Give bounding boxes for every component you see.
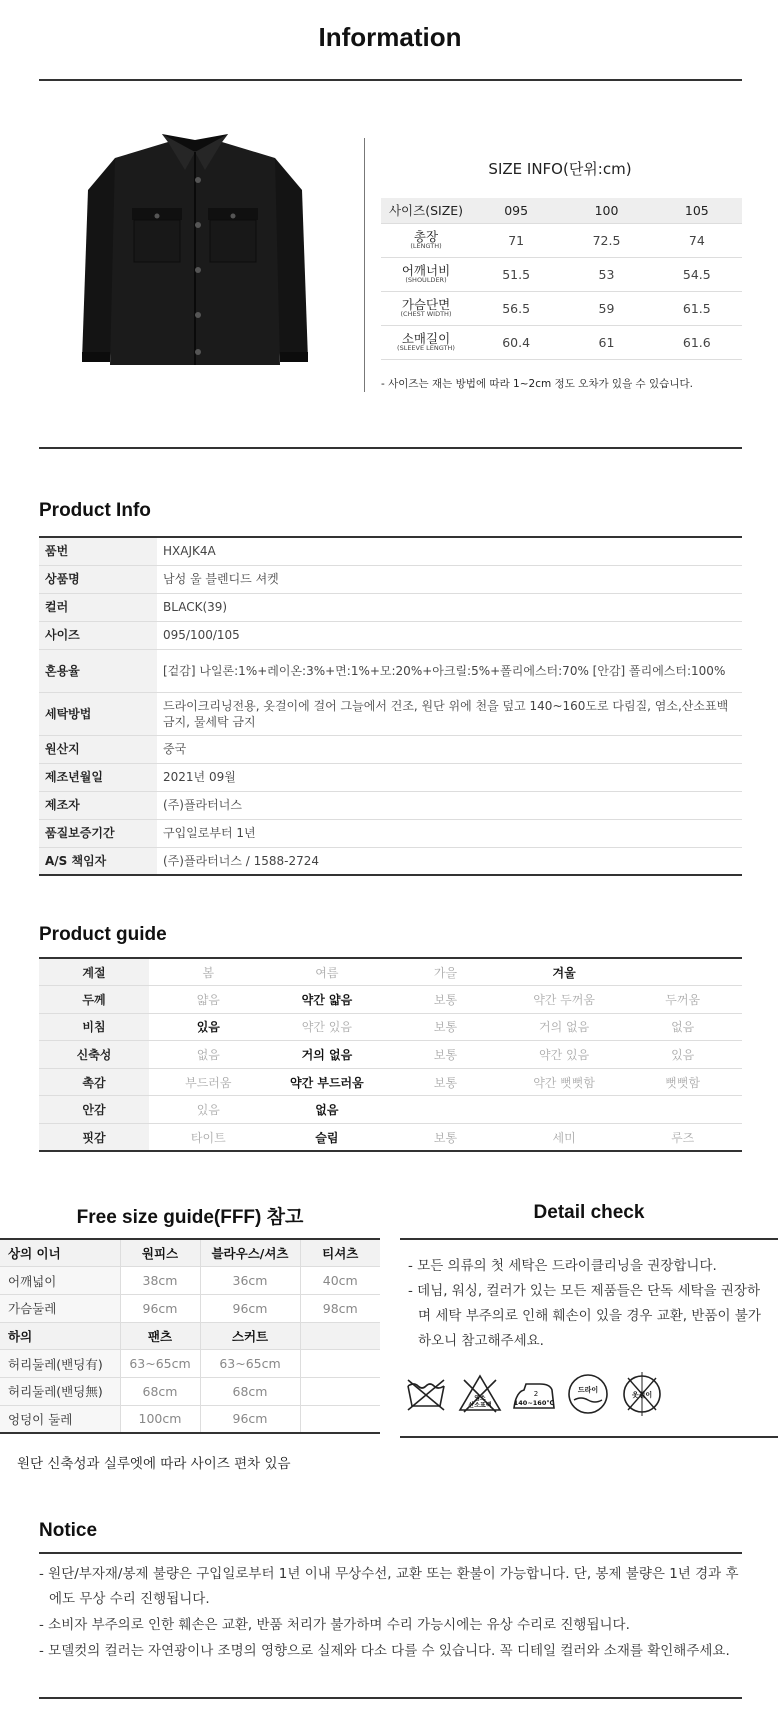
guide-option: 약간 뻣뻣함 xyxy=(505,1068,624,1096)
free-cell: 98cm xyxy=(300,1294,380,1322)
size-info-title: SIZE INFO(단위:cm) xyxy=(488,160,632,178)
info-key: 품번 xyxy=(39,537,157,565)
info-key: 사이즈 xyxy=(39,621,157,649)
guide-option: 보통 xyxy=(386,986,505,1014)
measure-label: 소매길이 xyxy=(401,331,451,347)
guide-option: 두꺼움 xyxy=(623,986,742,1014)
free-cell: 40cm xyxy=(300,1267,380,1295)
table-row xyxy=(39,819,742,847)
free-header: 스커트 xyxy=(200,1322,300,1350)
info-value: 남성 울 블렌디드 셔켓 xyxy=(157,565,742,593)
size-header-label: 사이즈(SIZE) xyxy=(381,198,471,223)
free-size-table xyxy=(0,1238,380,1434)
size-cell: 51.5 xyxy=(471,257,561,291)
free-key: 허리둘레(밴딩有) xyxy=(0,1350,120,1378)
info-value: 2021년 09월 xyxy=(157,763,742,791)
free-header: 블라우스/셔츠 xyxy=(200,1239,300,1267)
free-cell: 96cm xyxy=(120,1294,200,1322)
list-item: - 모든 의류의 첫 세탁은 드라이클리닝을 권장합니다. xyxy=(408,1258,717,1274)
table-row xyxy=(0,1405,380,1433)
guide-option: 보통 xyxy=(386,1124,505,1152)
page-title: Information xyxy=(318,22,462,52)
table-row xyxy=(381,257,742,291)
divider xyxy=(39,79,742,81)
info-key: 원산지 xyxy=(39,735,157,763)
guide-option xyxy=(623,958,742,986)
free-cell xyxy=(300,1405,380,1433)
guide-option: 타이트 xyxy=(149,1124,268,1152)
info-value: BLACK(39) xyxy=(157,593,742,621)
guide-option: 약간 있음 xyxy=(505,1041,624,1069)
measure-label: 총장 xyxy=(413,229,439,245)
guide-option: 없음 xyxy=(623,1013,742,1041)
guide-key: 두께 xyxy=(39,986,149,1014)
info-value: 구입일로부터 1년 xyxy=(157,819,742,847)
guide-option: 거의 없음 xyxy=(268,1041,387,1069)
guide-option: 여름 xyxy=(268,958,387,986)
size-cell: 56.5 xyxy=(471,291,561,325)
measure-label-en: (SLEEVE LENGTH) xyxy=(397,344,455,353)
info-value: HXAJK4A xyxy=(157,537,742,565)
table-row xyxy=(39,649,742,692)
list-item: - 데님, 워싱, 컬러가 있는 모든 제품들은 단독 세탁을 권장하며 세탁 부주의로 인해 훼손이 있을 경우 교환, 반품이 불가하오니 참고해주세요. xyxy=(408,1283,761,1349)
no-wash-icon xyxy=(402,1370,450,1418)
info-key: 컬러 xyxy=(39,593,157,621)
guide-option: 부드러움 xyxy=(149,1068,268,1096)
table-row xyxy=(39,621,742,649)
product-info-table xyxy=(39,536,742,876)
info-value: [겉감] 나일론:1%+레이온:3%+면:1%+모:20%+아크릴:5%+폴리에스터:70% [안감] 폴리에스터:100% xyxy=(157,649,742,692)
size-header-cell: 105 xyxy=(652,198,742,223)
detail-check-title: Detail check xyxy=(533,1202,645,1223)
table-row xyxy=(0,1239,380,1267)
table-row xyxy=(39,986,742,1014)
product-guide-table xyxy=(39,957,742,1152)
table-row xyxy=(39,537,742,565)
table-row xyxy=(39,1013,742,1041)
svg-text:드라이: 드라이 xyxy=(577,1386,599,1394)
measure-label: 어깨너비 xyxy=(401,263,451,279)
free-cell: 96cm xyxy=(200,1294,300,1322)
guide-key: 계절 xyxy=(39,958,149,986)
free-cell: 63~65cm xyxy=(200,1350,300,1378)
info-value: 중국 xyxy=(157,735,742,763)
list-item: - 원단/부자재/봉제 불량은 구입일로부터 1년 이내 무상수선, 교환 또는 환불이 가능합니다. 단, 봉제 불량은 1년 경과 후에도 무상 수리 진행됩니다. xyxy=(39,1566,739,1607)
divider xyxy=(39,1552,742,1554)
free-header xyxy=(300,1322,380,1350)
table-row xyxy=(39,791,742,819)
info-key: 상품명 xyxy=(39,565,157,593)
guide-option: 보통 xyxy=(386,1013,505,1041)
free-header: 팬츠 xyxy=(120,1322,200,1350)
info-key: 제조자 xyxy=(39,791,157,819)
info-value: 095/100/105 xyxy=(157,621,742,649)
table-row xyxy=(39,1124,742,1152)
size-header-cell: 100 xyxy=(561,198,651,223)
guide-option: 뻣뻣함 xyxy=(623,1068,742,1096)
guide-option xyxy=(505,1096,624,1124)
free-size-note: 원단 신축성과 실루엣에 따라 사이즈 편차 있음 xyxy=(17,1456,291,1472)
guide-option: 약간 부드러움 xyxy=(268,1068,387,1096)
svg-text:산소표백: 산소표백 xyxy=(468,1402,492,1409)
table-row xyxy=(0,1350,380,1378)
guide-key: 안감 xyxy=(39,1096,149,1124)
guide-option: 거의 없음 xyxy=(505,1013,624,1041)
table-row xyxy=(381,325,742,359)
free-size-title: Free size guide(FFF) 참고 xyxy=(76,1207,304,1228)
guide-option: 가을 xyxy=(386,958,505,986)
free-cell: 100cm xyxy=(120,1405,200,1433)
svg-text:옷걸이: 옷걸이 xyxy=(631,1391,653,1399)
info-value: (주)플라터너스 xyxy=(157,791,742,819)
table-row xyxy=(381,223,742,257)
notice-list xyxy=(39,1562,742,1665)
table-row xyxy=(39,1068,742,1096)
guide-option: 보통 xyxy=(386,1068,505,1096)
size-cell: 61.6 xyxy=(652,325,742,359)
free-header: 원피스 xyxy=(120,1239,200,1267)
table-row xyxy=(39,565,742,593)
free-cell: 36cm xyxy=(200,1267,300,1295)
guide-option xyxy=(623,1096,742,1124)
table-row xyxy=(39,692,742,735)
guide-key: 촉감 xyxy=(39,1068,149,1096)
table-row xyxy=(0,1322,380,1350)
table-row xyxy=(0,1377,380,1405)
guide-option: 얇음 xyxy=(149,986,268,1014)
free-header: 하의 xyxy=(0,1322,120,1350)
size-cell: 60.4 xyxy=(471,325,561,359)
size-note: - 사이즈는 재는 방법에 따라 1~2cm 정도 오차가 있을 수 있습니다. xyxy=(381,378,693,390)
size-table xyxy=(381,198,742,360)
free-key: 허리둘레(밴딩無) xyxy=(0,1377,120,1405)
free-cell: 38cm xyxy=(120,1267,200,1295)
measure-label-en: (CHEST WIDTH) xyxy=(400,310,452,319)
info-value: 드라이크리닝전용, 옷걸이에 걸어 그늘에서 건조, 원단 위에 천을 덮고 140~160도로 다림질, 염소,산소표백 금지, 물세탁 금지 xyxy=(157,692,742,735)
size-cell: 72.5 xyxy=(561,223,651,257)
detail-list xyxy=(408,1254,770,1354)
notice-title: Notice xyxy=(39,1520,98,1541)
size-cell: 61.5 xyxy=(652,291,742,325)
iron-icon xyxy=(510,1370,558,1418)
guide-option: 약간 있음 xyxy=(268,1013,387,1041)
free-cell xyxy=(300,1350,380,1378)
size-cell: 61 xyxy=(561,325,651,359)
free-header: 티셔츠 xyxy=(300,1239,380,1267)
free-key: 가슴둘레 xyxy=(0,1294,120,1322)
free-cell: 68cm xyxy=(120,1377,200,1405)
info-key: 혼용율 xyxy=(39,649,157,692)
divider xyxy=(39,447,742,449)
free-cell: 63~65cm xyxy=(120,1350,200,1378)
table-row xyxy=(0,1267,380,1295)
svg-text:140~160℃: 140~160℃ xyxy=(513,1399,555,1407)
free-header: 상의 이너 xyxy=(0,1239,120,1267)
detail-check-box xyxy=(400,1238,778,1438)
guide-option: 봄 xyxy=(149,958,268,986)
guide-option: 있음 xyxy=(149,1013,268,1041)
table-row xyxy=(39,763,742,791)
table-row xyxy=(39,1096,742,1124)
free-key: 어깨넓이 xyxy=(0,1267,120,1295)
size-cell: 53 xyxy=(561,257,651,291)
guide-option: 약간 얇음 xyxy=(268,986,387,1014)
info-value: (주)플라터너스 / 1588-2724 xyxy=(157,847,742,875)
size-cell: 71 xyxy=(471,223,561,257)
size-cell: 74 xyxy=(652,223,742,257)
product-guide-title: Product guide xyxy=(39,924,167,945)
free-key: 엉덩이 둘레 xyxy=(0,1405,120,1433)
guide-option: 보통 xyxy=(386,1041,505,1069)
guide-option: 약간 두꺼움 xyxy=(505,986,624,1014)
guide-option: 루즈 xyxy=(623,1124,742,1152)
svg-text:염소: 염소 xyxy=(474,1395,486,1402)
list-item: - 소비자 부주의로 인한 훼손은 교환, 반품 처리가 불가하며 수리 가능시에는 유상 수리로 진행됩니다. xyxy=(39,1617,630,1633)
guide-option: 없음 xyxy=(268,1096,387,1124)
guide-option: 없음 xyxy=(149,1041,268,1069)
info-key: 세탁방법 xyxy=(39,692,157,735)
free-cell xyxy=(300,1377,380,1405)
measure-label-en: (SHOULDER) xyxy=(405,276,447,285)
table-row xyxy=(39,1041,742,1069)
table-row xyxy=(381,198,742,223)
table-row xyxy=(39,958,742,986)
size-header-cell: 095 xyxy=(471,198,561,223)
no-bleach-icon xyxy=(456,1370,504,1418)
measure-label: 가슴단면 xyxy=(401,297,451,313)
table-row xyxy=(381,291,742,325)
product-image xyxy=(60,130,330,400)
guide-key: 비침 xyxy=(39,1013,149,1041)
table-row xyxy=(39,847,742,875)
info-key: 품질보증기간 xyxy=(39,819,157,847)
table-row xyxy=(39,735,742,763)
divider xyxy=(364,138,365,392)
list-item: - 모델컷의 컬러는 자연광이나 조명의 영향으로 실제와 다소 다를 수 있습니다. 꼭 디테일 컬러와 소재를 확인해주세요. xyxy=(39,1643,730,1659)
free-cell: 96cm xyxy=(200,1405,300,1433)
guide-key: 신축성 xyxy=(39,1041,149,1069)
guide-option xyxy=(386,1096,505,1124)
product-info-title: Product Info xyxy=(39,500,151,521)
table-row xyxy=(39,593,742,621)
svg-text:2: 2 xyxy=(533,1390,539,1398)
free-cell: 68cm xyxy=(200,1377,300,1405)
no-tumble-dry-icon xyxy=(618,1370,666,1418)
measure-label-en: (LENGTH) xyxy=(410,242,442,251)
divider xyxy=(39,1697,742,1699)
info-key: 제조년월일 xyxy=(39,763,157,791)
guide-option: 있음 xyxy=(623,1041,742,1069)
table-row xyxy=(0,1294,380,1322)
size-cell: 59 xyxy=(561,291,651,325)
dry-clean-icon xyxy=(564,1370,612,1418)
guide-option: 있음 xyxy=(149,1096,268,1124)
guide-option: 겨울 xyxy=(505,958,624,986)
guide-key: 핏감 xyxy=(39,1124,149,1152)
guide-option: 세미 xyxy=(505,1124,624,1152)
size-cell: 54.5 xyxy=(652,257,742,291)
info-key: A/S 책임자 xyxy=(39,847,157,875)
guide-option: 슬림 xyxy=(268,1124,387,1152)
